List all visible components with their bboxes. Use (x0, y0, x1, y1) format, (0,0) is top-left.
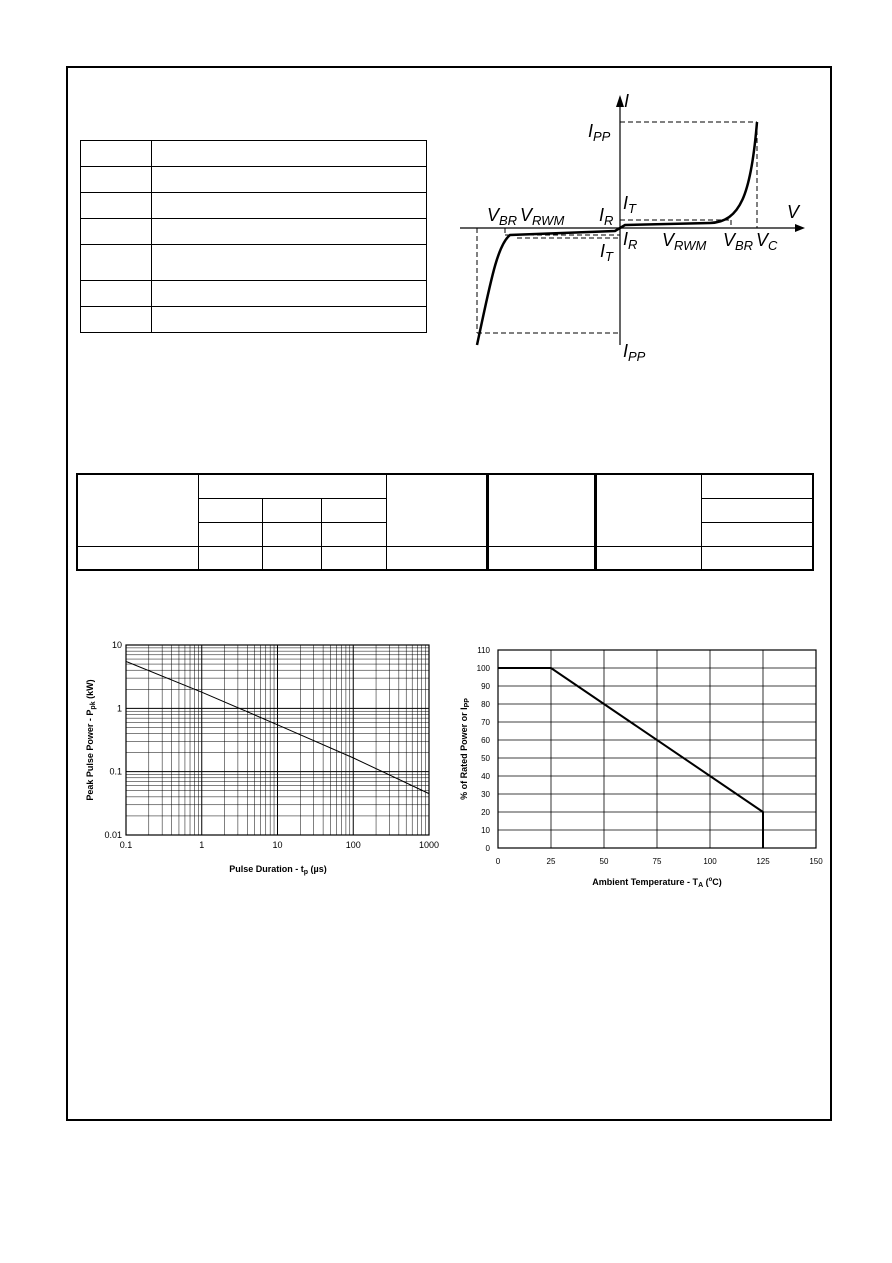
iv-curve (477, 122, 757, 345)
ir-left-label: $I_R$ (599, 205, 614, 228)
derating-x-tick: 25 (546, 857, 556, 866)
derating-y-tick: 110 (477, 646, 490, 655)
vbr-right-label: $V_{BR}$ (723, 230, 754, 253)
symbol-table (80, 140, 427, 333)
v-axis-arrow (795, 224, 805, 232)
pulse-power-ylabel: Peak Pulse Power - $P_{pk}$ (kW) (85, 679, 97, 801)
vrwm-left-label: $V_{RWM}$ (520, 205, 565, 228)
vc-label: $V_C$ (756, 230, 778, 253)
derating-grid (498, 650, 816, 848)
derating-y-tick: 70 (481, 718, 490, 727)
i-axis-arrow (616, 95, 624, 107)
derating-y-tick: 40 (481, 772, 490, 781)
ir-right-label: $I_R$ (623, 229, 638, 252)
pulse-power-y-tick: 0.01 (104, 830, 122, 840)
derating-y-tick: 90 (481, 682, 490, 691)
derating-x-tick: 0 (495, 857, 501, 866)
pulse-power-y-tick: 0.1 (109, 766, 122, 777)
characteristics-table (76, 473, 814, 571)
derating-y-tick: 0 (485, 844, 490, 853)
derating-y-tick: 30 (481, 790, 490, 799)
derating-y-tick: 60 (481, 736, 490, 745)
pulse-power-chart (78, 630, 453, 890)
derating-y-tick: 10 (481, 826, 490, 835)
vbr-left-label: $V_{BR}$ (487, 205, 518, 228)
iv-characteristic-diagram (455, 85, 815, 370)
derating-x-tick: 50 (599, 857, 609, 866)
it-top-label: $I_T$ (623, 193, 636, 216)
pulse-power-x-tick: 10 (272, 840, 283, 850)
pulse-power-x-tick: 0.1 (119, 840, 133, 850)
ipp-bottom-label: $I_{PP}$ (623, 341, 646, 364)
i-axis-label: I (624, 91, 630, 111)
derating-x-tick: 125 (756, 857, 770, 866)
pulse-power-xlabel: Pulse Duration - $t_p$ (µs) (229, 864, 327, 876)
pulse-power-y-tick: 10 (111, 640, 122, 650)
derating-chart (455, 640, 835, 898)
it-bottom-label: $I_T$ (600, 241, 613, 264)
derating-x-tick: 75 (652, 857, 662, 866)
v-axis-label: V (787, 202, 800, 222)
derating-y-tick: 20 (481, 808, 490, 817)
pulse-power-x-tick: 100 (345, 840, 361, 850)
derating-y-tick: 80 (481, 700, 490, 709)
vrwm-right-label: $V_{RWM}$ (662, 230, 707, 253)
derating-y-tick: 100 (476, 664, 490, 673)
derating-xlabel: Ambient Temperature - $T_A$ ($^o$C) (592, 877, 722, 889)
pulse-power-x-tick: 1 (199, 840, 205, 850)
pulse-power-grid (126, 645, 429, 835)
derating-x-tick: 150 (809, 857, 823, 866)
derating-x-tick: 100 (703, 857, 717, 866)
derating-ylabel: % of Rated Power or $I_{PP}$ (459, 698, 471, 800)
derating-y-tick: 50 (481, 754, 490, 763)
pulse-power-y-tick: 1 (116, 703, 122, 714)
ipp-top-label: $I_{PP}$ (588, 121, 611, 144)
pulse-power-x-tick: 1000 (418, 840, 440, 850)
